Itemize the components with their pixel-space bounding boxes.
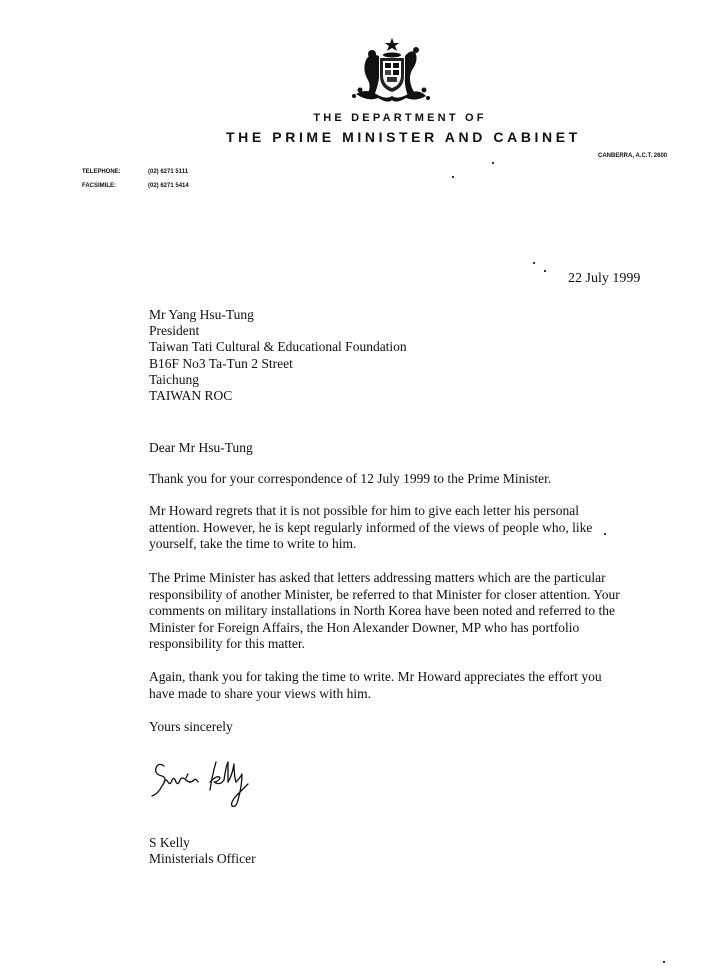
paragraph-line: yourself, take the time to write to him. — [149, 536, 357, 552]
paragraph-line: comments on military installations in North Korea have been noted and referred to the — [149, 603, 615, 619]
paragraph-1 — [149, 471, 551, 488]
scan-speck — [544, 270, 546, 272]
paragraph-line: Mr Howard regrets that it is not possible for him to give each letter his personal — [149, 503, 580, 518]
handwritten-signature-icon — [148, 756, 258, 810]
paragraph-line: have made to share your views with him. — [149, 685, 371, 701]
address-line: Taiwan Tati Cultural & Educational Foundation — [149, 339, 407, 355]
paragraph-line: attention. However, he is kept regularly informed of the views of people who, like — [149, 519, 593, 535]
telephone-label: TELEPHONE: — [82, 169, 121, 175]
facsimile-number: (02) 6271 5414 — [148, 183, 189, 189]
paragraph-line: Thank you for your correspondence of 12 July 1999 to the Prime Minister. — [149, 471, 552, 486]
scan-speck — [452, 176, 454, 178]
address-line: TAIWAN ROC — [149, 388, 233, 404]
department-heading: THE DEPARTMENT OF — [313, 112, 487, 124]
paragraph-3 — [149, 570, 620, 653]
office-location: CANBERRA, A.C.T. 2600 — [598, 153, 668, 159]
scan-speck — [663, 961, 665, 963]
scan-speck — [492, 162, 494, 164]
closing: Yours sincerely — [149, 719, 233, 734]
address-line: B16F No3 Ta-Tun 2 Street — [149, 355, 293, 371]
facsimile-label: FACSIMILE: — [82, 183, 116, 189]
telephone-line — [82, 169, 188, 175]
letter-date: 22 July 1999 — [568, 271, 641, 286]
department-name: THE PRIME MINISTER AND CABINET — [226, 129, 581, 145]
paragraph-line: Minister for Foreign Affairs, the Hon Alexander Downer, MP who has portfolio — [149, 619, 580, 635]
address-line: Taichung — [149, 371, 200, 387]
address-line: President — [149, 323, 200, 339]
paragraph-line: responsibility of another Minister, be referred to that Minister for closer attention. Your — [149, 586, 620, 602]
address-line: Mr Yang Hsu-Tung — [149, 307, 254, 322]
scan-speck — [604, 533, 606, 535]
paragraph-line: Again, thank you for taking the time to write. Mr Howard appreciates the effort you — [149, 669, 602, 684]
recipient-address — [149, 307, 407, 404]
salutation: Dear Mr Hsu-Tung — [149, 440, 253, 455]
paragraph-line: The Prime Minister has asked that letters addressing matters which are the particular — [149, 570, 606, 585]
telephone-number: (02) 6271 5111 — [148, 169, 189, 175]
coat-of-arms-icon — [346, 36, 430, 104]
scan-speck — [533, 262, 535, 264]
paragraph-line: responsibility for this matter. — [149, 636, 305, 652]
signer-name: S Kelly — [149, 835, 190, 850]
paragraph-4 — [149, 669, 602, 702]
paragraph-2 — [149, 503, 592, 553]
signer-block — [149, 835, 256, 868]
signer-title: Ministerials Officer — [149, 851, 256, 867]
facsimile-line — [82, 183, 189, 189]
